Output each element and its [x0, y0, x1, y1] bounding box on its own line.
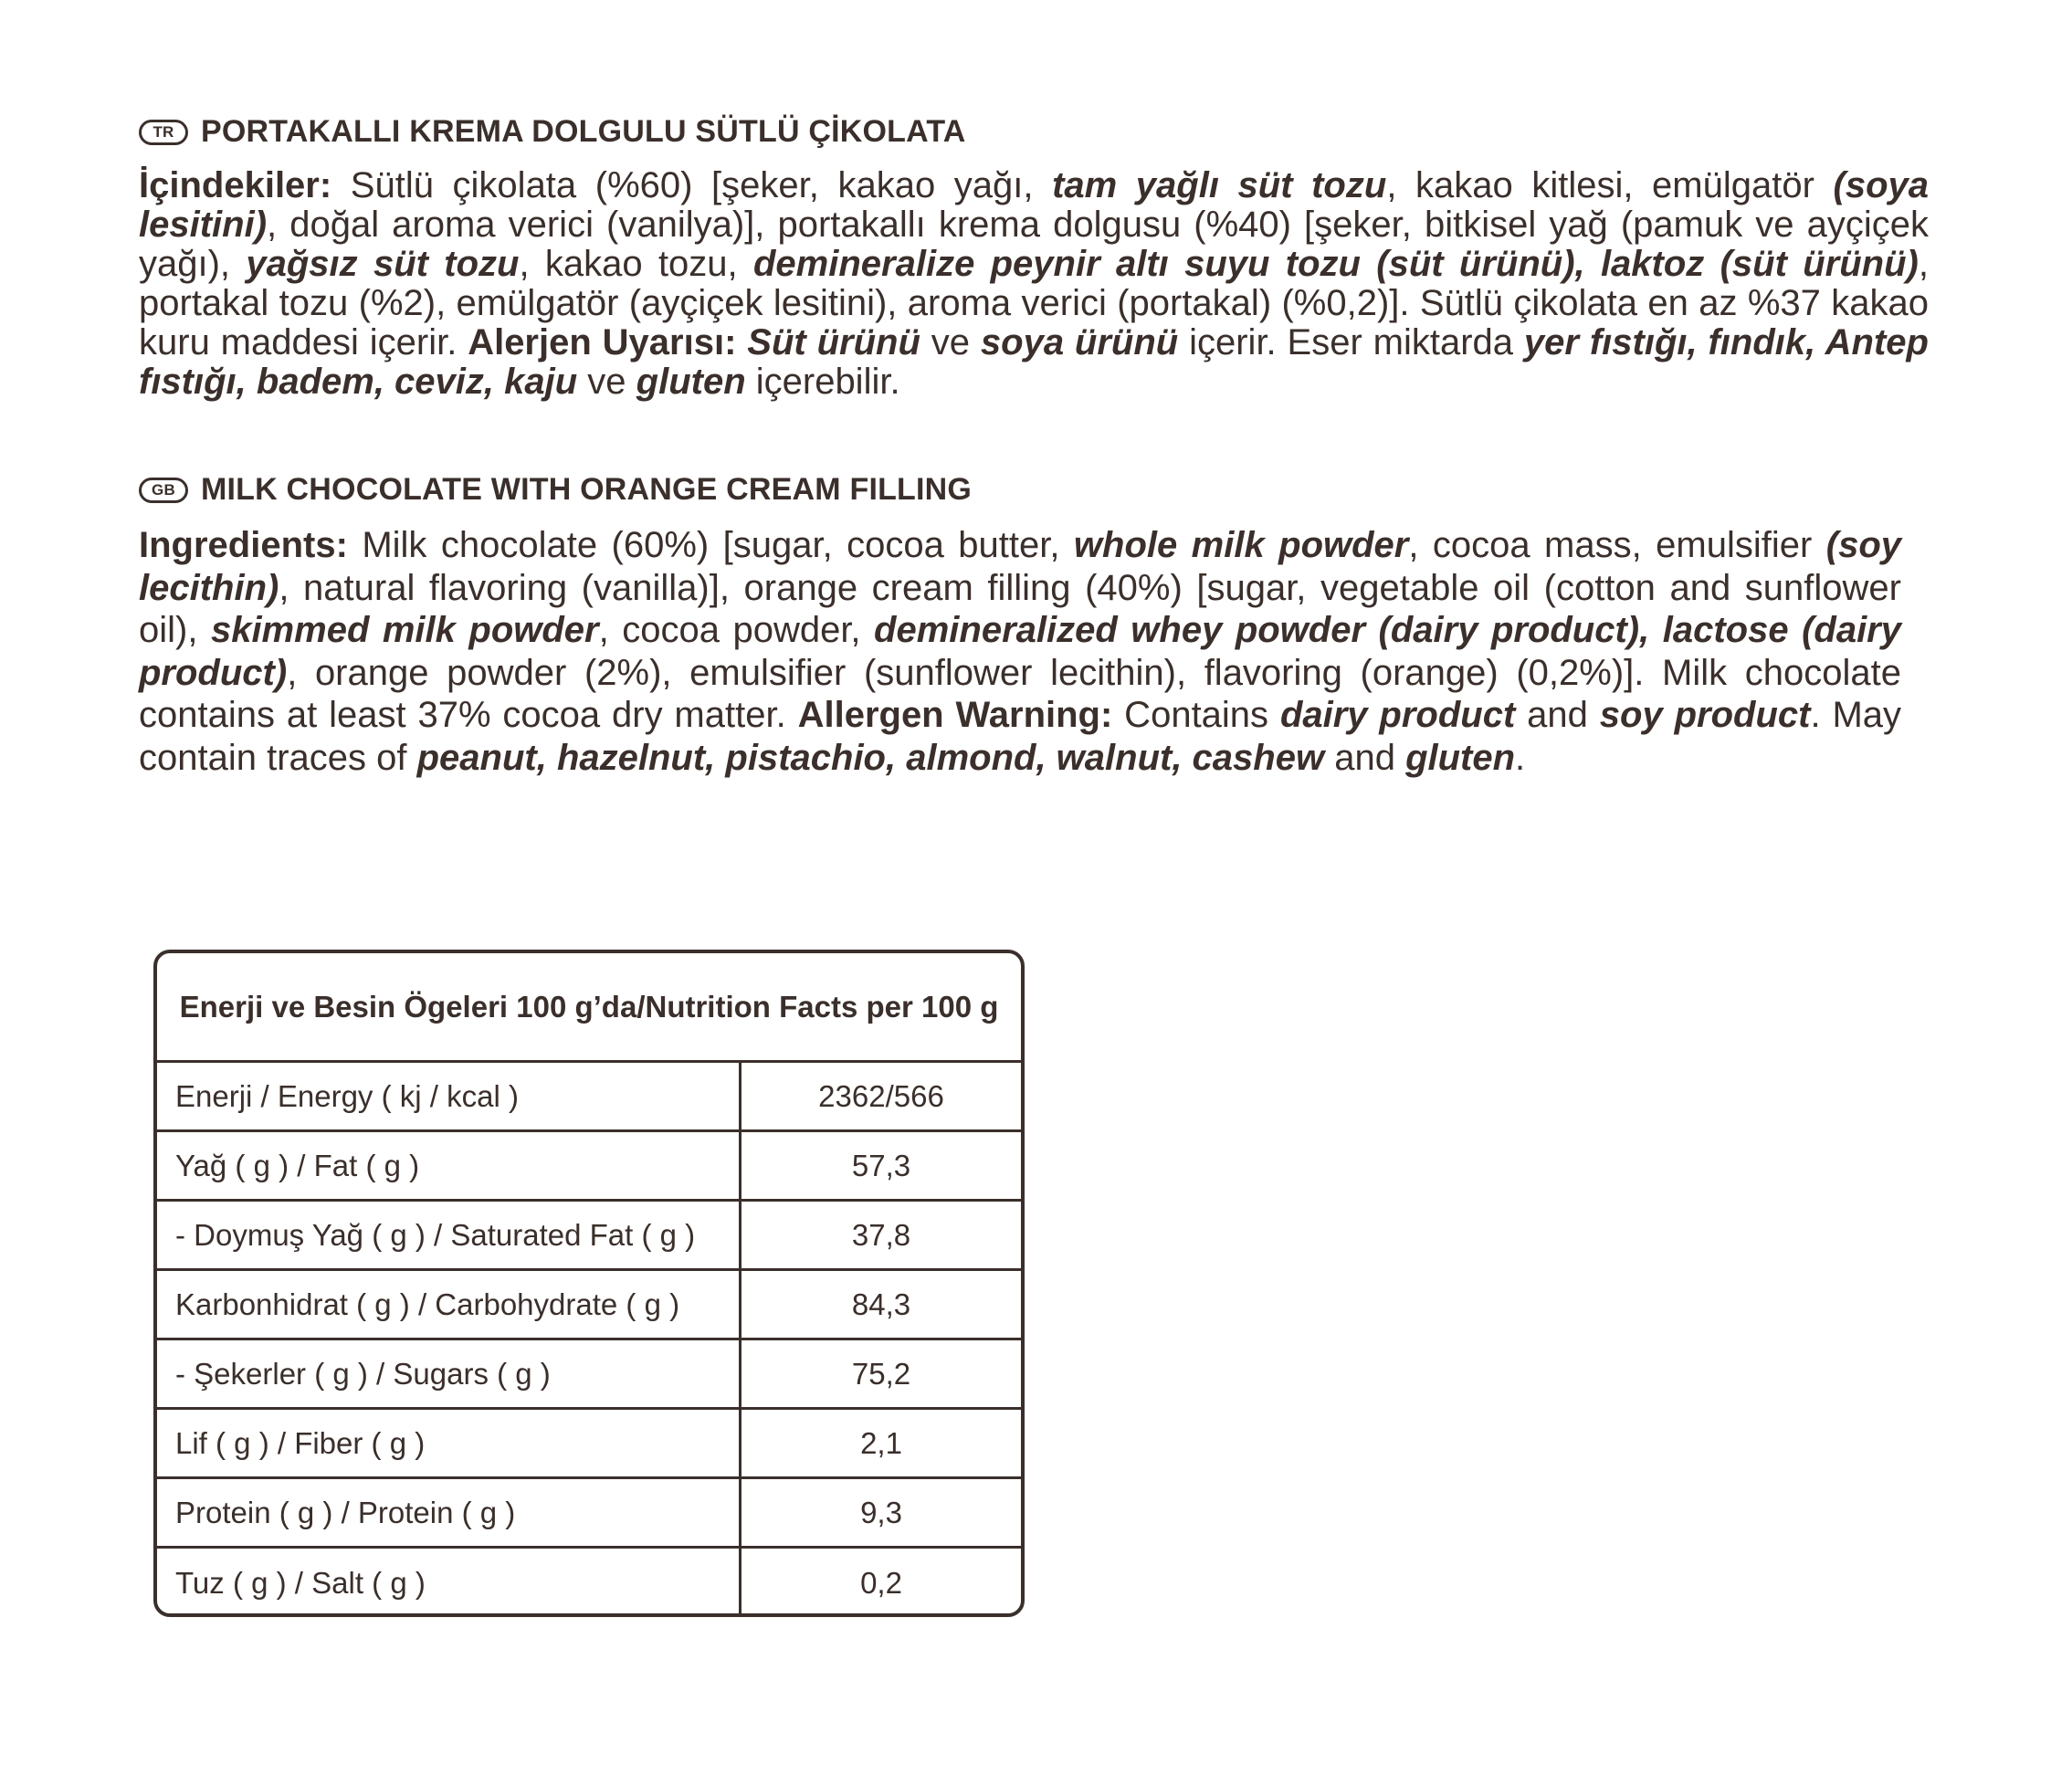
english-ingredients — [139, 524, 1901, 779]
gb-seg: peanut, hazelnut, pistachio, almond, walnut, cashew — [416, 737, 1325, 778]
nutrient-value: 75,2 — [851, 1356, 911, 1391]
gb-seg: Milk chocolate (60%) [sugar, cocoa butter, — [347, 525, 1074, 565]
gb-seg: . — [1515, 737, 1526, 778]
gb-seg: Ingredients: — [139, 525, 348, 565]
gb-seg: Allergen Warning: — [797, 695, 1113, 735]
gb-seg: (soy lecithin) — [139, 525, 1901, 608]
tr-seg: Sütlü çikolata (%60) [şeker, kakao yağı, — [331, 165, 1053, 205]
nutrient-label: - Şekerler ( g ) / Sugars ( g ) — [157, 1340, 742, 1407]
gb-seg: , natural flavoring (vanilla)], orange cream filling (40%) [sugar, vegetable oil (cotton and sunflower oil), — [139, 567, 1901, 650]
nutrient-value: 2,1 — [860, 1425, 902, 1460]
turkish-title: PORTAKALLI KREMA DOLGULU SÜTLÜ ÇİKOLATA — [201, 114, 966, 149]
nutrient-value: 57,3 — [851, 1148, 911, 1182]
gb-seg: demineralized whey powder (dairy product), lactose (dairy product) — [139, 610, 1901, 693]
gb-seg: . May contain traces of — [139, 695, 1902, 778]
tr-seg: gluten — [636, 362, 746, 402]
tr-seg: , kakao tozu, — [519, 244, 753, 284]
table-row — [157, 1549, 1021, 1617]
tr-seg: Alerjen Uyarısı: — [468, 322, 737, 362]
table-row — [157, 1340, 1021, 1410]
tr-seg: yer fıstığı, fındık, Antep fıstığı, badem, ceviz, kaju — [139, 322, 1929, 402]
gb-seg: skimmed milk powder — [210, 610, 599, 650]
turkish-section — [139, 114, 1929, 402]
table-row — [157, 1063, 1021, 1132]
table-row — [157, 1132, 1021, 1202]
nutrient-value: 0,2 — [860, 1565, 902, 1600]
nutrient-value: 2362/566 — [818, 1078, 944, 1113]
tr-seg: içerir. Eser miktarda — [1178, 322, 1524, 362]
gb-seg: whole milk powder — [1073, 525, 1409, 565]
nutrient-value: 84,3 — [851, 1287, 911, 1321]
tr-seg: , kakao kitlesi, emülgatör — [1386, 165, 1834, 205]
tr-seg: tam yağlı süt tozu — [1052, 165, 1387, 205]
tr-seg: soya ürünü — [980, 322, 1179, 362]
gb-seg: , cocoa mass, emulsifier — [1408, 525, 1826, 565]
gb-seg: Contains — [1112, 695, 1280, 735]
gb-seg: and — [1324, 737, 1406, 778]
nutrient-label: Tuz ( g ) / Salt ( g ) — [157, 1549, 742, 1617]
tr-seg: ve — [920, 322, 981, 362]
nutrient-label: Yağ ( g ) / Fat ( g ) — [157, 1132, 742, 1199]
nutrient-label: Enerji / Energy ( kj / kcal ) — [157, 1063, 742, 1129]
gb-seg: dairy product — [1279, 695, 1516, 735]
nutrient-value: 9,3 — [860, 1495, 902, 1529]
tr-seg: İçindekiler: — [139, 165, 332, 205]
nutrition-table-title: Enerji ve Besin Ögeleri 100 g’da/Nutrition Facts per 100 g — [157, 953, 1021, 1063]
tr-badge: TR — [139, 120, 188, 145]
table-row — [157, 1202, 1021, 1271]
tr-seg: ve — [577, 362, 636, 402]
gb-seg: and — [1515, 695, 1600, 735]
turkish-ingredients — [139, 166, 1929, 402]
gb-seg: soy product — [1599, 695, 1811, 735]
turkish-heading — [139, 114, 1929, 150]
nutrition-table — [153, 950, 1025, 1617]
table-row — [157, 1271, 1021, 1340]
nutrient-label: Karbonhidrat ( g ) / Carbohydrate ( g ) — [157, 1271, 742, 1338]
nutrient-label: - Doymuş Yağ ( g ) / Saturated Fat ( g ) — [157, 1202, 742, 1268]
gb-seg: , cocoa powder, — [598, 610, 875, 650]
tr-seg: yağsız süt tozu — [246, 244, 520, 284]
english-section — [139, 472, 1929, 779]
tr-seg: , doğal aroma verici (vanilya)], portakallı krema dolgusu (%40) [şeker, bitkisel yağ (pamuk ve ayçiçek yağı), — [139, 205, 1929, 284]
table-row — [157, 1479, 1021, 1549]
gb-seg: , orange powder (2%), emulsifier (sunflower lecithin), flavoring (orange) (0,2%)]. Milk chocolate contains at least 37% cocoa dry matter. — [139, 652, 1901, 735]
english-heading — [139, 472, 1929, 508]
tr-seg: Süt ürünü — [747, 322, 920, 362]
tr-seg: , portakal tozu (%2), emülgatör (ayçiçek lesitini), aroma verici (portakal) (%0,2)]. Sütlü çikolata en az %37 kakao kuru maddesi içerir. — [139, 244, 1929, 362]
nutrient-label: Protein ( g ) / Protein ( g ) — [157, 1479, 742, 1546]
table-row — [157, 1410, 1021, 1479]
gb-seg: gluten — [1405, 737, 1516, 778]
nutrient-value: 37,8 — [851, 1217, 911, 1252]
nutrient-label: Lif ( g ) / Fiber ( g ) — [157, 1410, 742, 1476]
tr-seg: içerebilir. — [745, 362, 900, 402]
tr-seg — [736, 322, 747, 362]
gb-badge: GB — [139, 478, 188, 503]
tr-seg: demineralize peynir altı suyu tozu (süt ürünü), laktoz (süt ürünü) — [752, 244, 1919, 284]
tr-seg: (soya lesitini) — [139, 165, 1930, 245]
english-title: MILK CHOCOLATE WITH ORANGE CREAM FILLING — [201, 472, 973, 507]
